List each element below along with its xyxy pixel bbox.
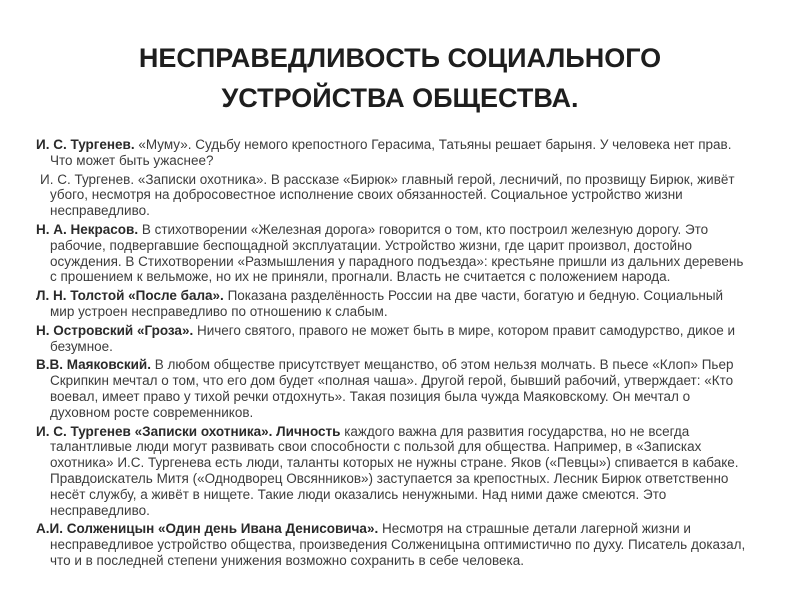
slide-title-line-2: УСТРОЙСТВА ОБЩЕСТВА. (221, 83, 579, 113)
paragraph-lead: Н. А. Некрасов. (36, 221, 139, 237)
paragraph-turgenev-mumu (36, 137, 748, 169)
slide-body (36, 137, 748, 572)
paragraph-lead: И. С. Тургенев. (36, 137, 135, 152)
paragraph-lead: Л. Н. Толстой «После бала». (36, 288, 224, 304)
paragraph-text: «Муму». Судьбу немого крепостного Герасима, Татьяны решает барыня. У человека нет прав. Что может быть ужаснее? (50, 137, 732, 168)
paragraph-mayakovsky (36, 357, 748, 420)
paragraph-lead: В.В. Маяковский. (36, 357, 151, 373)
paragraph-text: Несмотря на страшные детали лагерной жизни и несправедливое устройство общества, произведения Солженицына оптимистично по духу. Писатель доказал, что и в последней степени унижения возможно сохранить в себе человека. (50, 521, 746, 568)
slide-title (40, 38, 760, 118)
paragraph-text: И. С. Тургенев. «Записки охотника». В рассказе «Бирюк» главный герой, лесничий, по прозвищу Бирюк, живёт убого, несмотря на добросовестное исполнение своих обязанностей. Социальное устройство жизни несправедливо. (40, 171, 735, 219)
slide-title-line-1: НЕСПРАВЕДЛИВОСТЬ СОЦИАЛЬНОГО (138, 43, 662, 73)
paragraph-turgenev-personality (36, 424, 748, 519)
paragraph-text: Показана разделённость России на две части, богатую и бедную. Социальный мир устроен несправедливо по отношению к слабым. (50, 288, 724, 319)
paragraph-ostrovsky (36, 323, 748, 355)
paragraph-tolstoy (36, 288, 748, 320)
paragraph-nekrasov (36, 222, 748, 285)
paragraph-lead: А.И. Солженицын «Один день Ивана Денисовича». (36, 521, 379, 537)
paragraph-text: В стихотворении «Железная дорога» говорится о том, кто построил железную дорогу. Это рабочие, подвергавшие беспощадной эксплуатации. Устройство жизни, где царит произвол, достойно осуждения. В Стихотворении «Размышления у парадного подъезда»: крестьяне пришли из дальних деревень с прошением к вельможе, но их не приняли, прогнали. Власть не считается с положением народа. (50, 221, 744, 285)
paragraph-text: В любом обществе присутствует мещанство, об этом нельзя молчать. В пьесе «Клоп» Пьер Скрипкин мечтал о том, что его дом будет «полная чаша». Другой герой, бывший рабочий, утверждает: «Кто воевал, имеет право у тихой речки отдохнуть». Такая позиция была чужда Маяковскому. Он мечтал о духовном росте современников. (50, 357, 734, 420)
paragraph-lead: Н. Островский «Гроза». (36, 322, 194, 338)
paragraph-turgenev-biryuk (36, 172, 748, 219)
paragraph-text: Ничего святого, правого не может быть в мире, котором правит самодурство, дикое и безумное. (50, 322, 736, 354)
paragraph-text: каждого важна для развития государства, но не всегда талантливые люди могут развивать свои способности с пользой для общества. Например, в «Записках охотника» И.С. Тургенева есть люди, таланты которых не нужны стране. Яков («Певцы») спивается в кабаке. Правдоискатель Митя («Однодворец Овсянников») заступается за крепостных. Лесник Бирюк ответственно несёт службу, а живёт в нищете. Такие люди оказались ненужными. Над ними даже смеются. Это несправедливо. (50, 423, 739, 518)
paragraph-lead: И. С. Тургенев «Записки охотника». Личность (36, 423, 341, 439)
paragraph-solzhenitsyn (36, 521, 748, 568)
